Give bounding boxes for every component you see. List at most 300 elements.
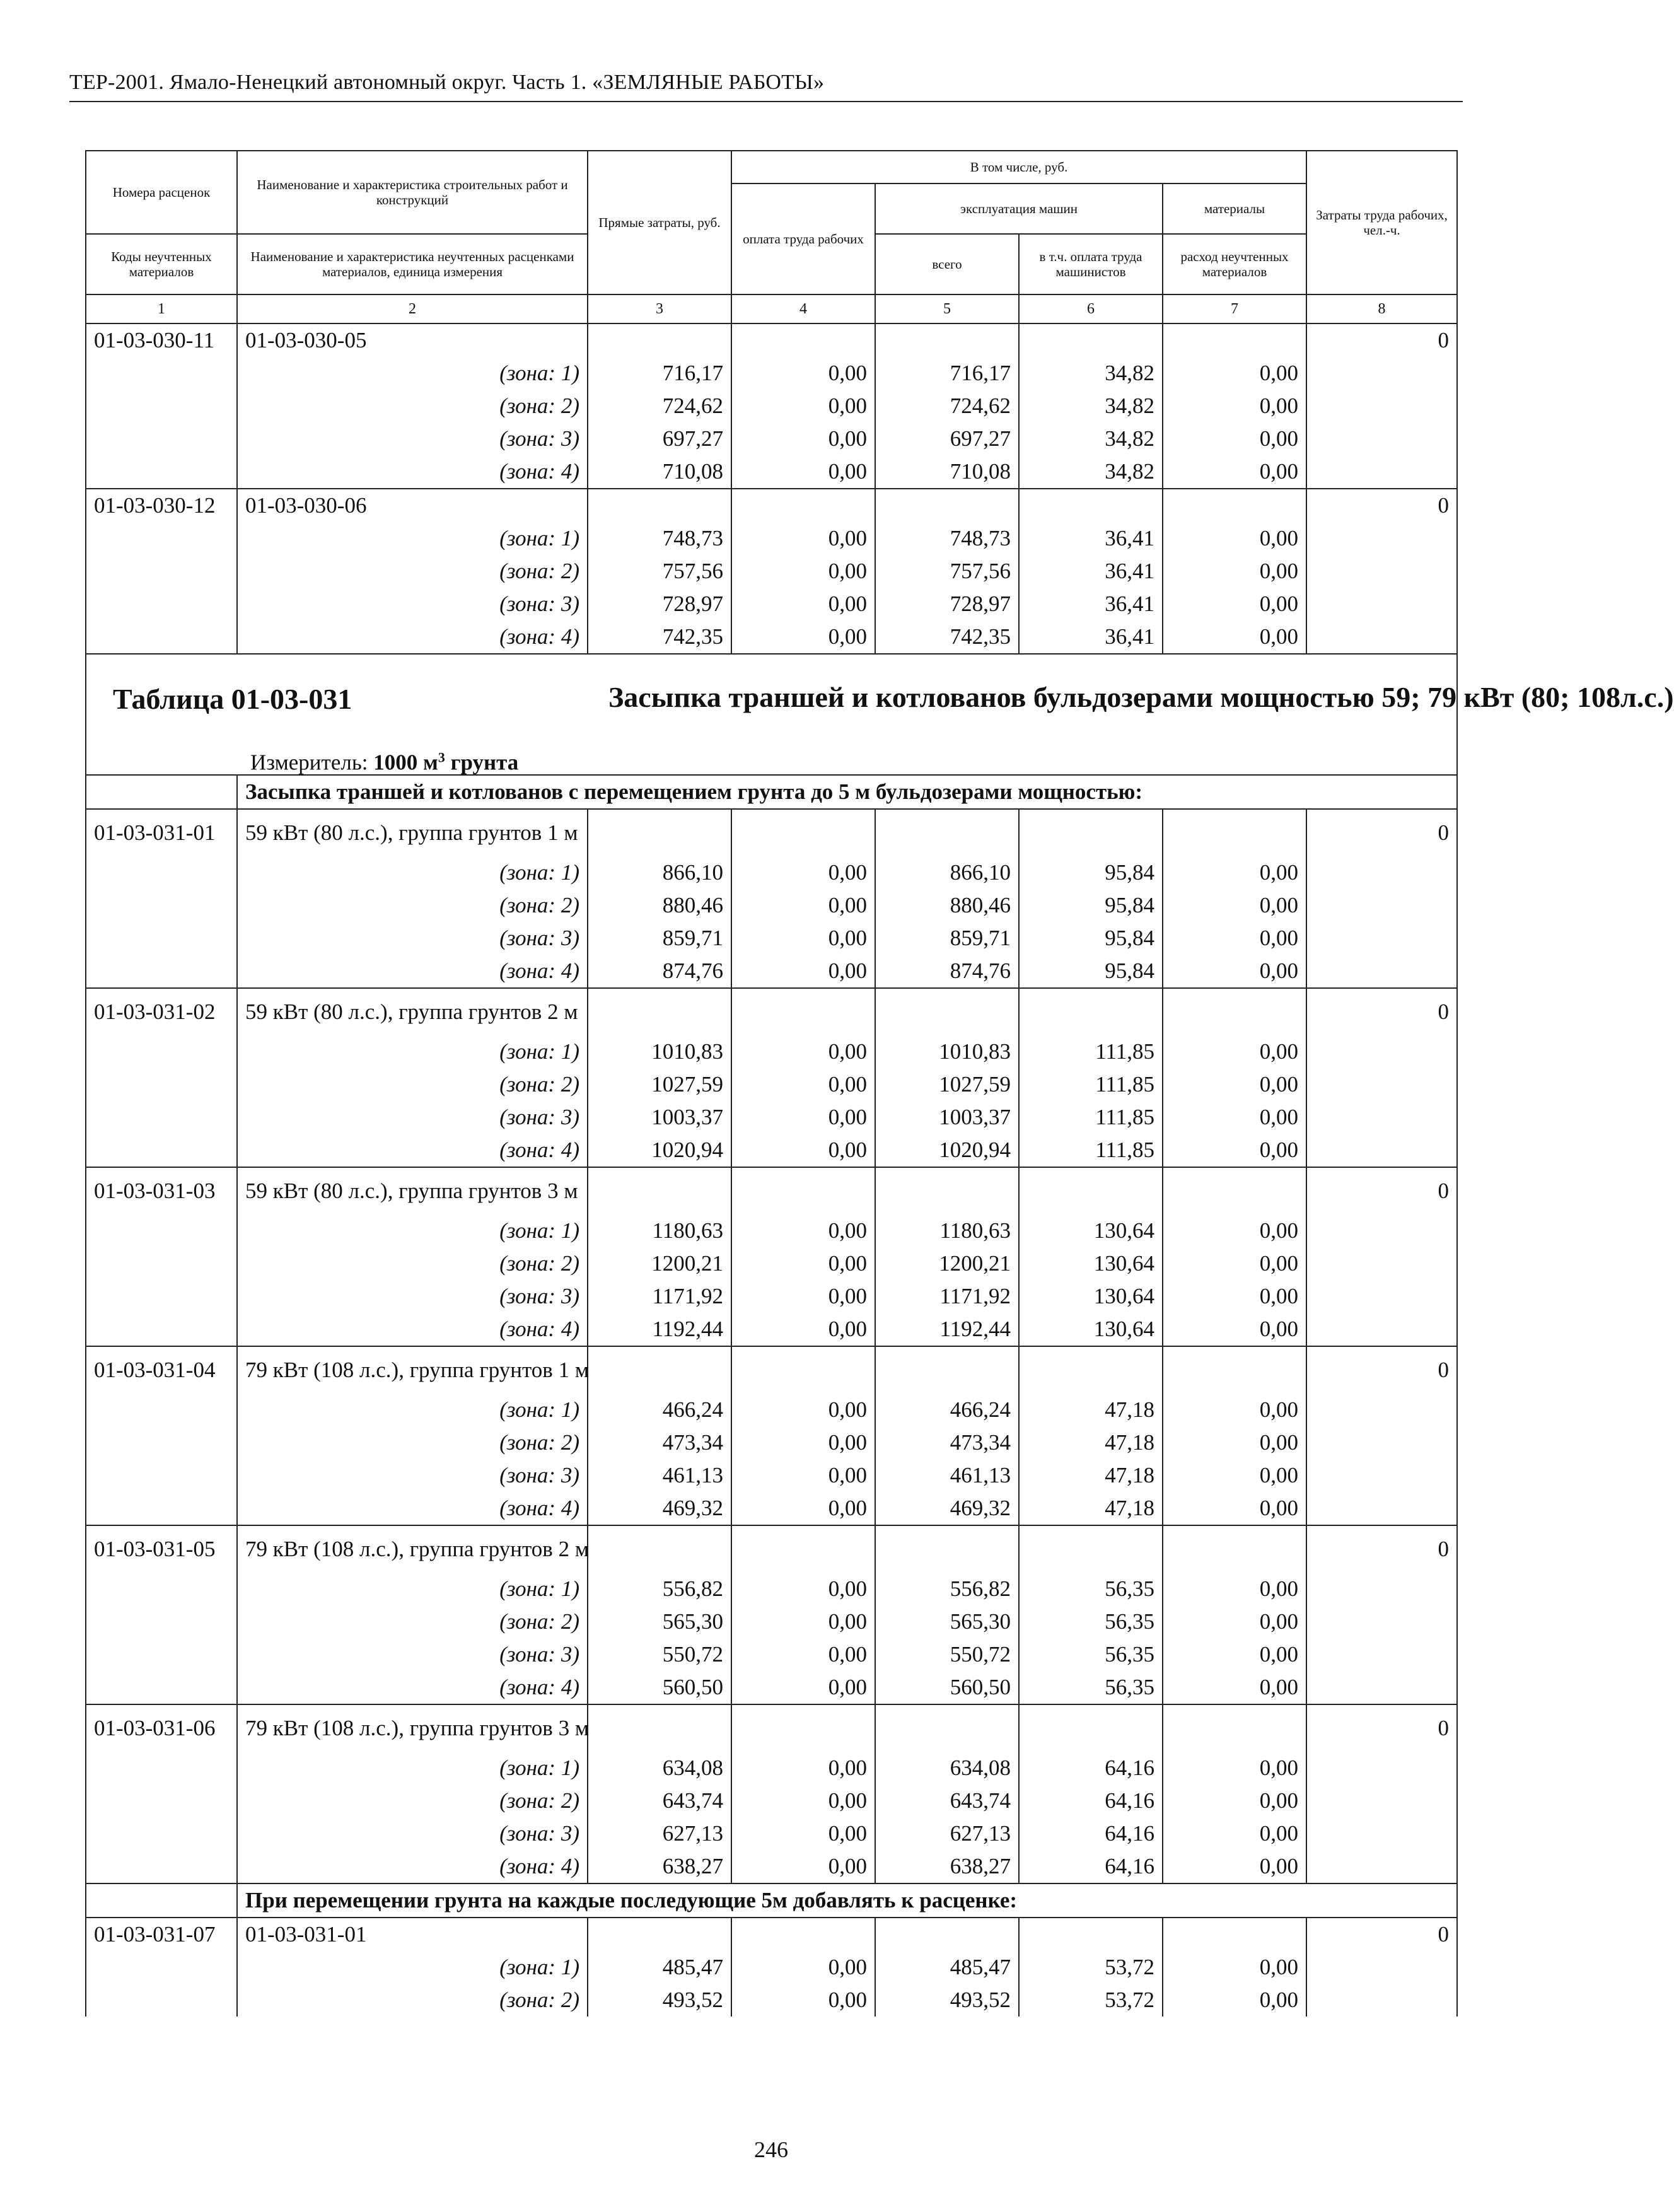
labor-pay: 0,00 — [731, 1605, 875, 1638]
operators-pay: 95,84 — [1019, 955, 1163, 988]
empty-cell — [1306, 390, 1457, 422]
machine-total: 710,08 — [875, 455, 1019, 489]
direct-cost: 627,13 — [588, 1817, 731, 1850]
materials-use: 0,00 — [1163, 1951, 1306, 1984]
empty-cell — [1163, 1525, 1306, 1573]
materials-use: 0,00 — [1163, 1247, 1306, 1280]
direct-cost: 461,13 — [588, 1459, 731, 1492]
empty-cell — [1306, 1247, 1457, 1280]
operators-pay: 111,85 — [1019, 1035, 1163, 1068]
empty-cell — [875, 323, 1019, 357]
rate-code: 01-03-031-07 — [86, 1918, 237, 1951]
zone-row — [86, 1313, 1457, 1346]
zone-label: (зона: 1) — [237, 1394, 588, 1426]
operators-pay: 95,84 — [1019, 889, 1163, 922]
zone-label: (зона: 2) — [237, 390, 588, 422]
empty-cell — [1306, 1459, 1457, 1492]
section-heading: Засыпка траншей и котлованов с перемещением грунта до 5 м бульдозерами мощностью: — [237, 775, 1457, 809]
operators-pay: 34,82 — [1019, 390, 1163, 422]
materials-use: 0,00 — [1163, 1426, 1306, 1459]
zone-row — [86, 1101, 1457, 1134]
empty-cell — [86, 1605, 237, 1638]
empty-cell — [1163, 1167, 1306, 1214]
labor-pay: 0,00 — [731, 1280, 875, 1313]
machine-total: 627,13 — [875, 1817, 1019, 1850]
table-header — [86, 151, 1457, 323]
operators-pay: 53,72 — [1019, 1984, 1163, 2017]
empty-cell — [1019, 988, 1163, 1035]
rate-row — [86, 1525, 1457, 1573]
machine-total: 556,82 — [875, 1573, 1019, 1605]
empty-cell — [1306, 1426, 1457, 1459]
empty-cell — [588, 323, 731, 357]
operators-pay: 36,41 — [1019, 588, 1163, 620]
labor-pay: 0,00 — [731, 1671, 875, 1704]
rate-code: 01-03-030-11 — [86, 323, 237, 357]
empty-cell — [1306, 1605, 1457, 1638]
operators-pay: 130,64 — [1019, 1313, 1163, 1346]
empty-cell — [1163, 809, 1306, 856]
materials-use: 0,00 — [1163, 856, 1306, 889]
zone-label: (зона: 3) — [237, 422, 588, 455]
zone-label: (зона: 1) — [237, 856, 588, 889]
rate-row — [86, 988, 1457, 1035]
labor-pay: 0,00 — [731, 922, 875, 955]
direct-cost: 859,71 — [588, 922, 731, 955]
col-num: 7 — [1163, 294, 1306, 323]
operators-pay: 47,18 — [1019, 1426, 1163, 1459]
zone-label: (зона: 2) — [237, 1784, 588, 1817]
zone-label: (зона: 4) — [237, 1671, 588, 1704]
empty-cell — [731, 988, 875, 1035]
labor-cost-value: 0 — [1306, 1918, 1457, 1951]
zone-label: (зона: 1) — [237, 1035, 588, 1068]
machine-total: 493,52 — [875, 1984, 1019, 2017]
empty-cell — [86, 922, 237, 955]
unit-rest: грунта — [445, 750, 519, 775]
rate-row — [86, 809, 1457, 856]
operators-pay: 34,82 — [1019, 422, 1163, 455]
direct-cost: 1200,21 — [588, 1247, 731, 1280]
operators-pay: 47,18 — [1019, 1394, 1163, 1426]
empty-cell — [86, 522, 237, 555]
empty-cell — [1306, 955, 1457, 988]
unit-line — [250, 749, 518, 776]
labor-pay: 0,00 — [731, 955, 875, 988]
zone-label: (зона: 1) — [237, 1573, 588, 1605]
zone-label: (зона: 3) — [237, 1817, 588, 1850]
zone-row — [86, 1247, 1457, 1280]
empty-cell — [1306, 856, 1457, 889]
zone-row — [86, 422, 1457, 455]
empty-cell — [86, 1984, 237, 2017]
table-caption: Засыпка траншей и котлованов бульдозерами мощностью 59; 79 кВт (80; 108л.с.) — [608, 681, 1674, 713]
col-num: 4 — [731, 294, 875, 323]
materials-use: 0,00 — [1163, 522, 1306, 555]
rate-row — [86, 1918, 1457, 1951]
zone-row — [86, 1280, 1457, 1313]
rate-row — [86, 1704, 1457, 1752]
direct-cost: 634,08 — [588, 1752, 731, 1784]
operators-pay: 34,82 — [1019, 455, 1163, 489]
direct-cost: 560,50 — [588, 1671, 731, 1704]
empty-cell — [1163, 1346, 1306, 1394]
empty-cell — [1306, 922, 1457, 955]
machine-total: 466,24 — [875, 1394, 1019, 1426]
direct-cost: 1180,63 — [588, 1214, 731, 1247]
empty-cell — [1306, 357, 1457, 390]
direct-cost: 757,56 — [588, 555, 731, 588]
operators-pay: 95,84 — [1019, 856, 1163, 889]
direct-cost: 1010,83 — [588, 1035, 731, 1068]
machine-total: 643,74 — [875, 1784, 1019, 1817]
empty-cell — [875, 1167, 1019, 1214]
zone-label: (зона: 4) — [237, 1313, 588, 1346]
operators-pay: 130,64 — [1019, 1214, 1163, 1247]
zone-row — [86, 1605, 1457, 1638]
rate-description: 79 кВт (108 л.с.), группа грунтов 2 м — [237, 1525, 588, 1573]
materials-use: 0,00 — [1163, 1817, 1306, 1850]
empty-cell — [1306, 1817, 1457, 1850]
materials-use: 0,00 — [1163, 1850, 1306, 1883]
empty-cell — [875, 489, 1019, 522]
table-title: Таблица 01-03-031 — [113, 683, 352, 715]
empty-cell — [86, 1638, 237, 1671]
labor-cost-value: 0 — [1306, 323, 1457, 357]
zone-label: (зона: 3) — [237, 1280, 588, 1313]
empty-cell — [86, 1394, 237, 1426]
zone-label: (зона: 3) — [237, 588, 588, 620]
empty-cell — [1306, 1280, 1457, 1313]
empty-cell — [86, 775, 237, 809]
materials-use: 0,00 — [1163, 1638, 1306, 1671]
rate-code: 01-03-031-04 — [86, 1346, 237, 1394]
empty-cell — [1019, 1918, 1163, 1951]
direct-cost: 556,82 — [588, 1573, 731, 1605]
materials-use: 0,00 — [1163, 422, 1306, 455]
zone-row — [86, 1638, 1457, 1671]
col-total: всего — [875, 234, 1019, 294]
col-machine-ops: эксплуатация машин — [875, 183, 1163, 234]
direct-cost: 1003,37 — [588, 1101, 731, 1134]
empty-cell — [86, 1280, 237, 1313]
rate-code: 01-03-031-05 — [86, 1525, 237, 1573]
page-header: ТЕР-2001. Ямало-Ненецкий автономный округ. Часть 1. «ЗЕМЛЯНЫЕ РАБОТЫ» — [69, 71, 825, 94]
rate-description: 59 кВт (80 л.с.), группа грунтов 2 м — [237, 988, 588, 1035]
col-num: 6 — [1019, 294, 1163, 323]
zone-row — [86, 856, 1457, 889]
machine-total: 1027,59 — [875, 1068, 1019, 1101]
empty-cell — [731, 323, 875, 357]
zone-row — [86, 922, 1457, 955]
empty-cell — [86, 1492, 237, 1525]
machine-total: 880,46 — [875, 889, 1019, 922]
operators-pay: 64,16 — [1019, 1817, 1163, 1850]
direct-cost: 643,74 — [588, 1784, 731, 1817]
empty-cell — [86, 1671, 237, 1704]
empty-cell — [1306, 1638, 1457, 1671]
direct-cost: 748,73 — [588, 522, 731, 555]
empty-cell — [588, 988, 731, 1035]
col-num: 1 — [86, 294, 237, 323]
materials-use: 0,00 — [1163, 620, 1306, 654]
zone-row — [86, 390, 1457, 422]
materials-use: 0,00 — [1163, 1214, 1306, 1247]
empty-cell — [731, 1918, 875, 1951]
empty-cell — [1019, 489, 1163, 522]
zone-row — [86, 555, 1457, 588]
empty-cell — [1306, 620, 1457, 654]
rate-code: 01-03-030-12 — [86, 489, 237, 522]
direct-cost: 1192,44 — [588, 1313, 731, 1346]
labor-pay: 0,00 — [731, 889, 875, 922]
machine-total: 748,73 — [875, 522, 1019, 555]
rate-code: 01-03-031-03 — [86, 1167, 237, 1214]
labor-pay: 0,00 — [731, 1247, 875, 1280]
zone-row — [86, 1784, 1457, 1817]
rate-description: 01-03-031-01 — [237, 1918, 588, 1951]
operators-pay: 130,64 — [1019, 1247, 1163, 1280]
col-work-name: Наименование и характеристика строительных работ и конструкций — [237, 151, 588, 234]
materials-use: 0,00 — [1163, 1605, 1306, 1638]
empty-cell — [1306, 889, 1457, 922]
zone-row — [86, 1035, 1457, 1068]
operators-pay: 130,64 — [1019, 1280, 1163, 1313]
empty-cell — [1306, 1313, 1457, 1346]
empty-cell — [1306, 1035, 1457, 1068]
zone-row — [86, 1134, 1457, 1167]
zone-row — [86, 1817, 1457, 1850]
zone-row — [86, 1426, 1457, 1459]
zone-label: (зона: 2) — [237, 1605, 588, 1638]
labor-cost-value: 0 — [1306, 1525, 1457, 1573]
zone-label: (зона: 2) — [237, 555, 588, 588]
operators-pay: 34,82 — [1019, 357, 1163, 390]
empty-cell — [1306, 522, 1457, 555]
rate-code: 01-03-031-01 — [86, 809, 237, 856]
empty-cell — [875, 1918, 1019, 1951]
direct-cost: 724,62 — [588, 390, 731, 422]
col-material-codes: Коды неучтенных материалов — [86, 234, 237, 294]
materials-use: 0,00 — [1163, 1313, 1306, 1346]
operators-pay: 36,41 — [1019, 620, 1163, 654]
empty-cell — [1163, 1704, 1306, 1752]
empty-cell — [86, 1817, 237, 1850]
direct-cost: 469,32 — [588, 1492, 731, 1525]
machine-total: 724,62 — [875, 390, 1019, 422]
empty-cell — [86, 555, 237, 588]
zone-label: (зона: 1) — [237, 522, 588, 555]
empty-cell — [588, 809, 731, 856]
operators-pay: 64,16 — [1019, 1850, 1163, 1883]
materials-use: 0,00 — [1163, 955, 1306, 988]
operators-pay: 56,35 — [1019, 1671, 1163, 1704]
col-labor-pay: оплата труда рабочих — [731, 183, 875, 294]
empty-cell — [1306, 1951, 1457, 1984]
operators-pay: 56,35 — [1019, 1605, 1163, 1638]
empty-cell — [731, 809, 875, 856]
empty-cell — [588, 1346, 731, 1394]
empty-cell — [875, 1346, 1019, 1394]
labor-pay: 0,00 — [731, 620, 875, 654]
materials-use: 0,00 — [1163, 588, 1306, 620]
empty-cell — [1019, 1167, 1163, 1214]
rate-description: 59 кВт (80 л.с.), группа грунтов 3 м — [237, 1167, 588, 1214]
materials-use: 0,00 — [1163, 1035, 1306, 1068]
direct-cost: 1027,59 — [588, 1068, 731, 1101]
zone-label: (зона: 4) — [237, 955, 588, 988]
empty-cell — [1306, 455, 1457, 489]
zone-row — [86, 1951, 1457, 1984]
zone-label: (зона: 4) — [237, 1850, 588, 1883]
zone-row — [86, 889, 1457, 922]
machine-total: 859,71 — [875, 922, 1019, 955]
machine-total: 716,17 — [875, 357, 1019, 390]
labor-pay: 0,00 — [731, 1638, 875, 1671]
zone-row — [86, 1492, 1457, 1525]
empty-cell — [731, 1167, 875, 1214]
header-rule — [69, 101, 1463, 102]
materials-use: 0,00 — [1163, 889, 1306, 922]
materials-use: 0,00 — [1163, 555, 1306, 588]
machine-total: 565,30 — [875, 1605, 1019, 1638]
labor-cost-value: 0 — [1306, 988, 1457, 1035]
zone-label: (зона: 4) — [237, 455, 588, 489]
labor-pay: 0,00 — [731, 1068, 875, 1101]
materials-use: 0,00 — [1163, 922, 1306, 955]
direct-cost: 710,08 — [588, 455, 731, 489]
zone-row — [86, 588, 1457, 620]
labor-pay: 0,00 — [731, 1984, 875, 2017]
operators-pay: 111,85 — [1019, 1134, 1163, 1167]
empty-cell — [1163, 323, 1306, 357]
empty-cell — [86, 1035, 237, 1068]
machine-total: 461,13 — [875, 1459, 1019, 1492]
zone-label: (зона: 2) — [237, 1247, 588, 1280]
section-row — [86, 775, 1457, 809]
empty-cell — [86, 357, 237, 390]
direct-cost: 466,24 — [588, 1394, 731, 1426]
zone-row — [86, 1984, 1457, 2017]
operators-pay: 64,16 — [1019, 1784, 1163, 1817]
machine-total: 1171,92 — [875, 1280, 1019, 1313]
empty-cell — [86, 1573, 237, 1605]
empty-cell — [1306, 1068, 1457, 1101]
materials-use: 0,00 — [1163, 455, 1306, 489]
empty-cell — [86, 1214, 237, 1247]
machine-total: 560,50 — [875, 1671, 1019, 1704]
zone-label: (зона: 2) — [237, 1068, 588, 1101]
empty-cell — [731, 1346, 875, 1394]
machine-total: 473,34 — [875, 1426, 1019, 1459]
empty-cell — [875, 988, 1019, 1035]
empty-cell — [875, 1704, 1019, 1752]
labor-pay: 0,00 — [731, 1101, 875, 1134]
rate-description: 01-03-030-05 — [237, 323, 588, 357]
machine-total: 866,10 — [875, 856, 1019, 889]
machine-total: 757,56 — [875, 555, 1019, 588]
zone-label: (зона: 2) — [237, 1426, 588, 1459]
zone-row — [86, 1068, 1457, 1101]
empty-cell — [86, 1247, 237, 1280]
empty-cell — [86, 390, 237, 422]
empty-cell — [86, 422, 237, 455]
materials-use: 0,00 — [1163, 1984, 1306, 2017]
materials-use: 0,00 — [1163, 1573, 1306, 1605]
empty-cell — [1306, 1984, 1457, 2017]
empty-cell — [1019, 323, 1163, 357]
machine-total: 728,97 — [875, 588, 1019, 620]
labor-pay: 0,00 — [731, 1426, 875, 1459]
col-direct-costs: Прямые затраты, руб. — [588, 151, 731, 294]
empty-cell — [1306, 555, 1457, 588]
labor-pay: 0,00 — [731, 1035, 875, 1068]
direct-cost: 880,46 — [588, 889, 731, 922]
empty-cell — [1306, 1671, 1457, 1704]
rates-table — [85, 150, 1674, 2017]
col-unaccounted-use: расход неучтенных материалов — [1163, 234, 1306, 294]
labor-pay: 0,00 — [731, 390, 875, 422]
labor-pay: 0,00 — [731, 555, 875, 588]
machine-total: 1020,94 — [875, 1134, 1019, 1167]
empty-cell — [86, 620, 237, 654]
section-heading: При перемещении грунта на каждые последующие 5м добавлять к расценке: — [237, 1883, 1457, 1918]
empty-cell — [86, 856, 237, 889]
labor-cost-value: 0 — [1306, 489, 1457, 522]
empty-cell — [875, 1525, 1019, 1573]
labor-pay: 0,00 — [731, 1134, 875, 1167]
empty-cell — [1163, 988, 1306, 1035]
rate-row — [86, 489, 1457, 522]
labor-pay: 0,00 — [731, 1214, 875, 1247]
labor-pay: 0,00 — [731, 1313, 875, 1346]
zone-row — [86, 522, 1457, 555]
col-num: 5 — [875, 294, 1019, 323]
zone-label: (зона: 1) — [237, 357, 588, 390]
direct-cost: 473,34 — [588, 1426, 731, 1459]
empty-cell — [1306, 1394, 1457, 1426]
direct-cost: 485,47 — [588, 1951, 731, 1984]
empty-cell — [86, 1068, 237, 1101]
empty-cell — [588, 1704, 731, 1752]
direct-cost: 493,52 — [588, 1984, 731, 2017]
unit-superscript: 3 — [438, 749, 445, 765]
rate-description: 01-03-030-06 — [237, 489, 588, 522]
page-number: 246 — [754, 2137, 788, 2162]
labor-pay: 0,00 — [731, 522, 875, 555]
labor-cost-value: 0 — [1306, 1167, 1457, 1214]
rate-description: 79 кВт (108 л.с.), группа грунтов 3 м — [237, 1704, 588, 1752]
operators-pay: 111,85 — [1019, 1068, 1163, 1101]
labor-pay: 0,00 — [731, 357, 875, 390]
empty-cell — [86, 1313, 237, 1346]
machine-total: 1192,44 — [875, 1313, 1019, 1346]
empty-cell — [1306, 1214, 1457, 1247]
labor-pay: 0,00 — [731, 1850, 875, 1883]
empty-cell — [731, 489, 875, 522]
labor-pay: 0,00 — [731, 1817, 875, 1850]
materials-use: 0,00 — [1163, 1459, 1306, 1492]
labor-cost-value: 0 — [1306, 1346, 1457, 1394]
table-title-cell — [86, 654, 1674, 775]
machine-total: 485,47 — [875, 1951, 1019, 1984]
operators-pay: 53,72 — [1019, 1951, 1163, 1984]
direct-cost: 728,97 — [588, 588, 731, 620]
operators-pay: 36,41 — [1019, 555, 1163, 588]
zone-row — [86, 1752, 1457, 1784]
zone-label: (зона: 1) — [237, 1752, 588, 1784]
empty-cell — [86, 1101, 237, 1134]
